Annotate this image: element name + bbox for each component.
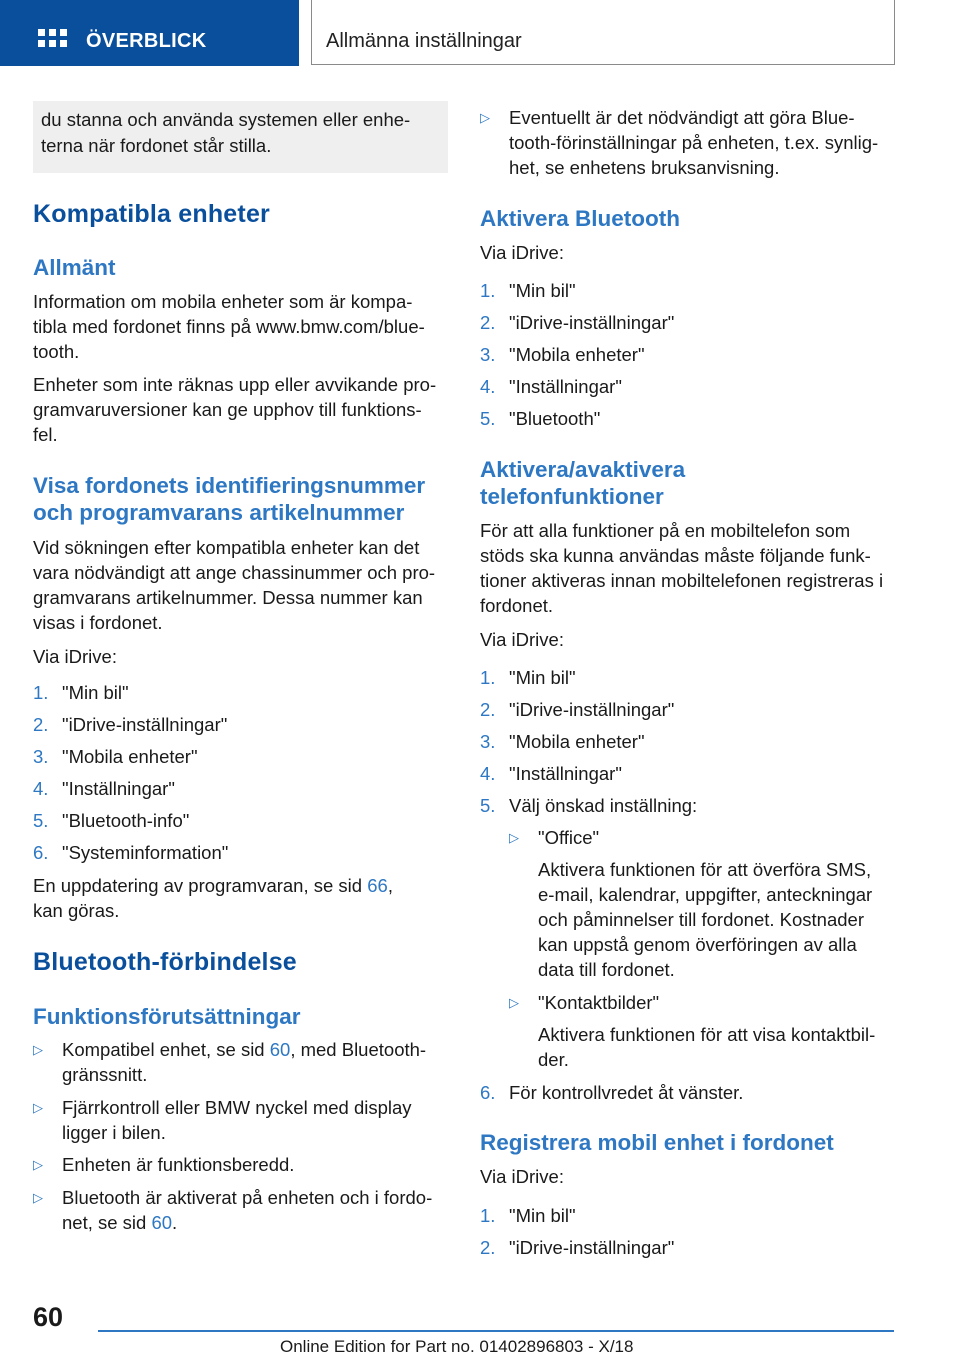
triangle-bullet-icon: ▷ — [509, 830, 519, 845]
step-number: 2. — [480, 1237, 496, 1258]
step-text: "Min bil" — [509, 280, 576, 301]
text-line: der. — [538, 1049, 569, 1070]
bullet-text — [538, 990, 659, 1015]
req-text: Kompatibel enhet, se sid — [62, 1039, 270, 1060]
step-number: 6. — [33, 842, 49, 863]
section-title: Allmänna inställningar — [326, 30, 522, 52]
heading-phone-functions — [480, 456, 900, 510]
step-number: 3. — [480, 344, 496, 365]
step-text: "Systeminformation" — [62, 842, 229, 863]
text-line: Information om mobila enheter som är kompa- — [33, 291, 413, 312]
req-text: . — [172, 1212, 178, 1233]
triangle-bullet-icon: ▷ — [33, 1100, 43, 1115]
triangle-bullet-icon: ▷ — [33, 1157, 43, 1172]
text-line: fel. — [33, 424, 58, 445]
overview-tab[interactable] — [0, 0, 299, 66]
text-line: Aktivera funktionen för att visa kontaktbil- — [538, 1024, 876, 1045]
paragraph-phone — [480, 518, 900, 618]
via-idrive-label: Via iDrive: — [480, 242, 564, 263]
paragraph-general-1 — [33, 289, 453, 364]
req-text: ligger i bilen. — [62, 1122, 166, 1143]
triangle-bullet-icon: ▷ — [33, 1042, 43, 1057]
step-text: "iDrive-inställningar" — [509, 699, 675, 720]
heading-vin — [33, 472, 453, 526]
step-number: 4. — [480, 763, 496, 784]
bullet-text — [538, 825, 599, 850]
step-text: "iDrive-inställningar" — [509, 1237, 675, 1258]
paragraph-update — [33, 873, 453, 923]
step-text: "iDrive-inställningar" — [62, 714, 228, 735]
step-number: 5. — [480, 408, 496, 429]
text-line: gramvaruversioner kan ge upphov till funktions- — [33, 399, 422, 420]
req-text: , med Bluetooth- — [290, 1039, 427, 1060]
heading-compatible-devices: Kompatibla enheter — [33, 200, 270, 228]
text-line: fordonet. — [480, 595, 554, 616]
bullet-line: tooth-förinställningar på enheten, t.ex. synlig- — [509, 132, 879, 153]
page-number: 60 — [33, 1302, 64, 1332]
step-text: "Inställningar" — [509, 376, 622, 397]
via-idrive-label: Via iDrive: — [480, 629, 564, 650]
bullet-text — [62, 1185, 432, 1235]
step-text: "Mobila enheter" — [62, 746, 198, 767]
step-number: 1. — [480, 1205, 496, 1226]
text-line: data till fordonet. — [538, 959, 675, 980]
heading-line: Aktivera/avaktivera — [480, 457, 686, 482]
step-number: 1. — [480, 280, 496, 301]
triangle-bullet-icon: ▷ — [509, 995, 519, 1010]
req-text: net, se sid — [62, 1212, 152, 1233]
heading-general: Allmänt — [33, 255, 116, 280]
text-line: kan göras. — [33, 900, 120, 921]
heading-bluetooth-connection: Bluetooth-förbindelse — [33, 948, 297, 976]
step-text: "iDrive-inställningar" — [509, 312, 675, 333]
triangle-bullet-icon: ▷ — [480, 110, 490, 125]
text-line — [33, 873, 453, 898]
step-number: 5. — [33, 810, 49, 831]
step-number: 4. — [33, 778, 49, 799]
step-text: "Min bil" — [62, 682, 129, 703]
text-line: vara nödvändigt att ange chassinummer och pro- — [33, 562, 436, 583]
note-text: du stanna och använda systemen eller enhe- terna när fordonet står stilla. — [41, 109, 411, 156]
step-number: 2. — [480, 312, 496, 333]
bullet-text: Enheten är funktionsberedd. — [62, 1154, 295, 1175]
heading-line: Visa fordonets identifieringsnummer — [33, 473, 426, 498]
step-number: 3. — [480, 731, 496, 752]
step-number: 4. — [480, 376, 496, 397]
req-text: Bluetooth är aktiverat på enheten och i fordo- — [62, 1187, 433, 1208]
step-text: "Min bil" — [509, 1205, 576, 1226]
heading-requirements: Funktionsförutsättningar — [33, 1004, 301, 1029]
heading-line: och programvarans artikelnummer — [33, 500, 405, 525]
footer-edition: Online Edition for Part no. 01402896803 - X/18 — [280, 1337, 634, 1356]
paragraph-general-2 — [33, 372, 453, 447]
step-text: "Bluetooth-info" — [62, 810, 190, 831]
triangle-bullet-icon: ▷ — [33, 1190, 43, 1205]
text-line: visas i fordonet. — [33, 612, 163, 633]
heading-activate-bluetooth: Aktivera Bluetooth — [480, 206, 681, 231]
heading-register-device: Registrera mobil enhet i fordonet — [480, 1130, 834, 1155]
req-text: Fjärrkontroll eller BMW nyckel med display — [62, 1097, 412, 1118]
section-tab[interactable] — [311, 0, 895, 65]
step-text: "Min bil" — [509, 667, 576, 688]
grid-icon — [38, 29, 68, 53]
step-text: "Bluetooth" — [509, 408, 601, 429]
step-number: 6. — [480, 1082, 496, 1103]
heading-line: telefonfunktioner — [480, 484, 664, 509]
bullet-text — [62, 1037, 426, 1087]
step-number: 5. — [480, 795, 496, 816]
step-number: 3. — [33, 746, 49, 767]
update-comma: , — [387, 875, 393, 896]
via-idrive-label: Via iDrive: — [480, 1166, 564, 1187]
text-line: tooth. — [33, 341, 80, 362]
note-box — [33, 101, 448, 173]
option-contact-pictures: "Kontaktbilder" — [538, 992, 660, 1013]
bullet-line: Eventuellt är det nödvändigt att göra Blue- — [509, 107, 855, 128]
bullet-line: het, se enhetens bruksanvisning. — [509, 157, 780, 178]
step-text: För kontrollvredet åt vänster. — [509, 1082, 744, 1103]
step-text: "Inställningar" — [509, 763, 622, 784]
text-line: kan uppstå genom överföringen av alla — [538, 934, 857, 955]
overview-label: ÖVERBLICK — [86, 30, 207, 52]
text-line: tibla med fordonet finns på www.bmw.com/blue- — [33, 316, 425, 337]
update-text: En uppdatering av programvaran, se sid — [33, 875, 368, 896]
office-description — [538, 857, 898, 982]
text-line: Enheter som inte räknas upp eller avvikande pro- — [33, 374, 437, 395]
step-number: 1. — [480, 667, 496, 688]
text-line: Aktivera funktionen för att överföra SMS, — [538, 859, 872, 880]
step-number: 1. — [33, 682, 49, 703]
top-navigation — [0, 0, 960, 66]
text-line: stöds ska kunna användas måste följande funk- — [480, 545, 871, 566]
paragraph-vin — [33, 535, 453, 635]
page-link-66[interactable]: 66 — [367, 875, 388, 896]
bullet-text — [509, 105, 878, 180]
bullet-text — [62, 1095, 412, 1145]
text-line: För att alla funktioner på en mobiltelefon som — [480, 520, 851, 541]
step-number: 2. — [33, 714, 49, 735]
page-link-60[interactable]: 60 — [269, 1039, 291, 1060]
via-idrive-label: Via iDrive: — [33, 646, 117, 667]
step-text: "Mobila enheter" — [509, 731, 645, 752]
text-line: tioner aktiveras innan mobiltelefonen registreras i — [480, 570, 884, 591]
step-number: 2. — [480, 699, 496, 720]
step-text: "Mobila enheter" — [509, 344, 645, 365]
text-line: Vid sökningen efter kompatibla enheter kan det — [33, 537, 420, 558]
text-line: gramvarans artikelnummer. Dessa nummer kan — [33, 587, 423, 608]
step-text: "Inställningar" — [62, 778, 175, 799]
contact-description — [538, 1022, 898, 1072]
option-office: "Office" — [538, 827, 600, 848]
text-line: och påminnelser till fordonet. Kostnader — [538, 909, 864, 930]
footer-divider — [98, 1330, 894, 1332]
step-text: Välj önskad inställning: — [509, 795, 698, 816]
page-link-60[interactable]: 60 — [151, 1212, 173, 1233]
text-line: e-mail, kalendrar, uppgifter, anteckningar — [538, 884, 873, 905]
req-text: gränssnitt. — [62, 1064, 148, 1085]
